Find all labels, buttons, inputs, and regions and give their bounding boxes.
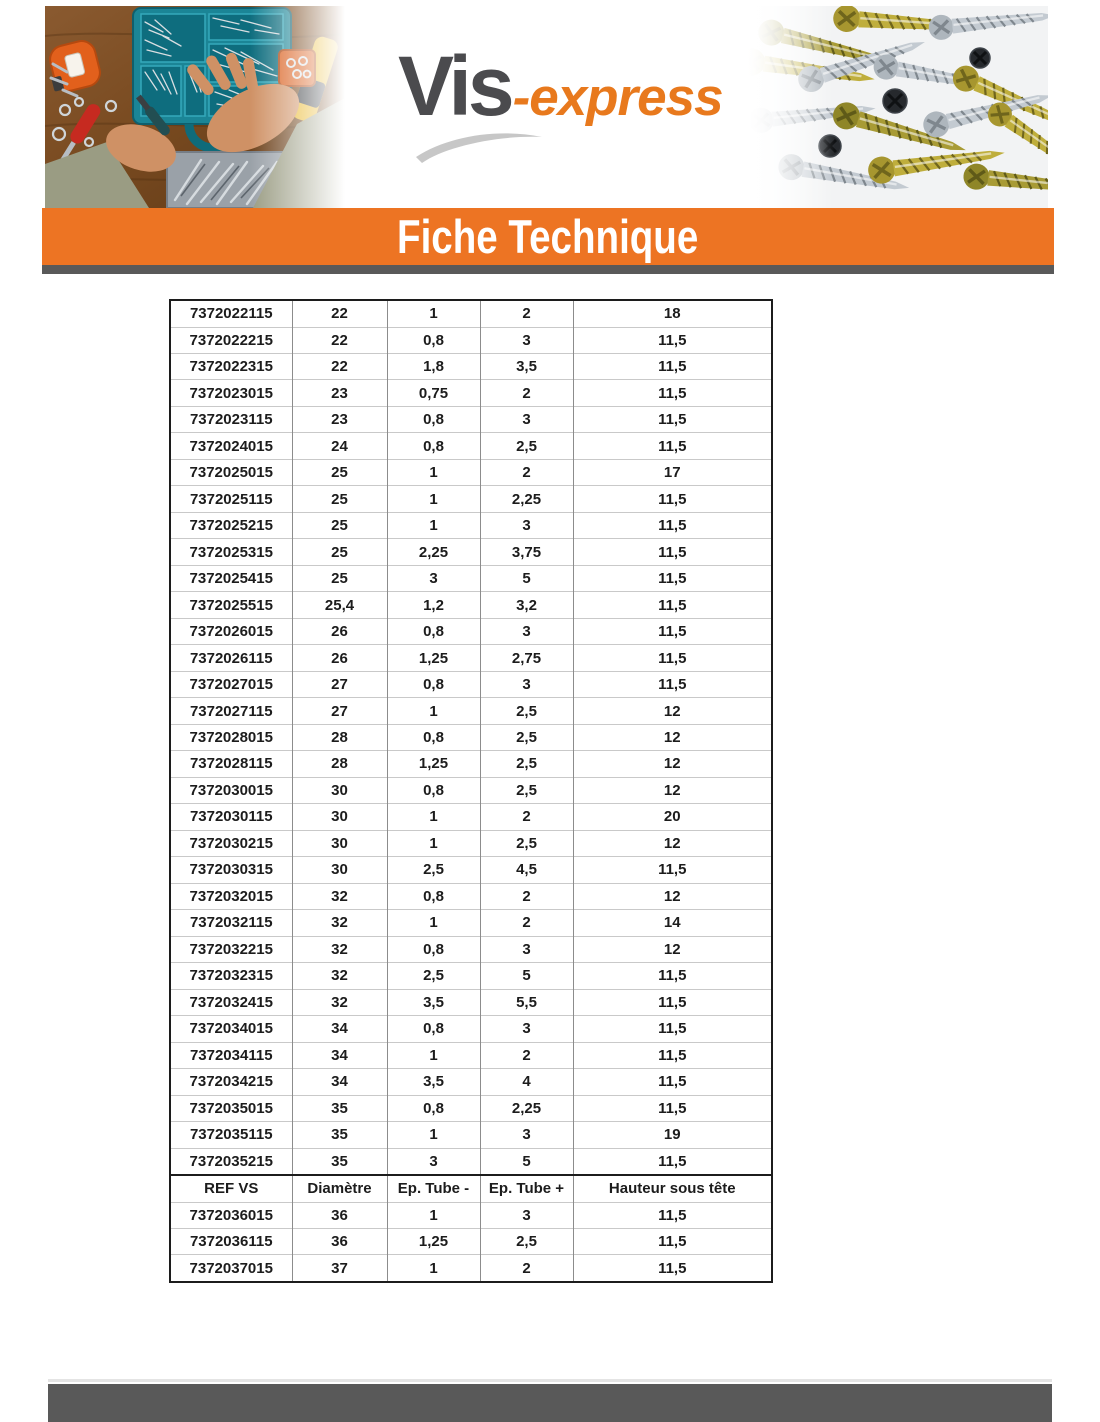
table-cell: 11,5: [573, 565, 772, 591]
table-cell: 1: [387, 910, 480, 936]
table-row: [170, 1016, 772, 1042]
table-cell: 2: [480, 1042, 573, 1068]
table-cell: 2,5: [387, 857, 480, 883]
column-header-cell: Diamètre: [292, 1175, 387, 1202]
table-cell: 30: [292, 804, 387, 830]
column-header-cell: REF VS: [170, 1175, 292, 1202]
table-cell: 1: [387, 1255, 480, 1282]
table-cell: 11,5: [573, 486, 772, 512]
table-row: [170, 1255, 772, 1282]
table-cell: 7372032215: [170, 936, 292, 962]
table-cell: 2: [480, 1255, 573, 1282]
table-cell: 34: [292, 1042, 387, 1068]
footer-bar: [48, 1384, 1052, 1422]
table-cell: 1: [387, 486, 480, 512]
table-cell: 7372028115: [170, 751, 292, 777]
table-cell: 0,8: [387, 327, 480, 353]
table-cell: 2: [480, 910, 573, 936]
table-cell: 2,5: [480, 724, 573, 750]
table-header-row: [170, 1175, 772, 1202]
table-row: [170, 1148, 772, 1175]
table-cell: 7372032115: [170, 910, 292, 936]
footer-divider: [48, 1379, 1052, 1382]
table-cell: 7372036115: [170, 1229, 292, 1255]
table-cell: 7372023115: [170, 406, 292, 432]
table-cell: 32: [292, 963, 387, 989]
table-cell: 37: [292, 1255, 387, 1282]
table-cell: 2: [480, 883, 573, 909]
table-cell: 35: [292, 1148, 387, 1175]
table-cell: 1: [387, 300, 480, 327]
logo-text-express: -express: [512, 68, 723, 127]
table-cell: 0,8: [387, 1016, 480, 1042]
table-cell: 0,8: [387, 433, 480, 459]
table-cell: 0,8: [387, 724, 480, 750]
table-cell: 3: [480, 327, 573, 353]
table-cell: 7372028015: [170, 724, 292, 750]
table-row: [170, 724, 772, 750]
table-cell: 11,5: [573, 1016, 772, 1042]
table-cell: 2,5: [480, 433, 573, 459]
table-cell: 17: [573, 459, 772, 485]
nut-cup: [279, 50, 315, 86]
table-cell: 2,25: [387, 539, 480, 565]
table-cell: 3,5: [480, 353, 573, 379]
table-cell: 2,5: [480, 1229, 573, 1255]
table-cell: 25,4: [292, 592, 387, 618]
screw-tray: [167, 152, 303, 208]
table-cell: 7372022315: [170, 353, 292, 379]
table-cell: 32: [292, 989, 387, 1015]
table-cell: 1,25: [387, 645, 480, 671]
table-row: [170, 565, 772, 591]
table-cell: 7372030315: [170, 857, 292, 883]
table-cell: 11,5: [573, 1148, 772, 1175]
table-cell: 7372036015: [170, 1202, 292, 1228]
banner-underline: [42, 265, 1054, 274]
table-cell: 32: [292, 883, 387, 909]
table-cell: 35: [292, 1095, 387, 1121]
table-cell: 5: [480, 963, 573, 989]
table-cell: 30: [292, 830, 387, 856]
spec-table-body: [170, 300, 772, 1282]
table-row: [170, 618, 772, 644]
table-cell: 1: [387, 1202, 480, 1228]
table-cell: 30: [292, 777, 387, 803]
table-cell: 0,8: [387, 1095, 480, 1121]
table-cell: 2,5: [480, 777, 573, 803]
table-cell: 25: [292, 565, 387, 591]
table-cell: 3,5: [387, 989, 480, 1015]
logo-swoosh: [412, 130, 547, 166]
table-cell: 3: [387, 1148, 480, 1175]
table-cell: 2,5: [480, 751, 573, 777]
table-cell: 11,5: [573, 1042, 772, 1068]
table-row: [170, 353, 772, 379]
table-cell: 0,8: [387, 618, 480, 644]
table-cell: 12: [573, 777, 772, 803]
table-row: [170, 433, 772, 459]
table-cell: 12: [573, 830, 772, 856]
table-cell: 28: [292, 751, 387, 777]
table-cell: 3: [480, 618, 573, 644]
table-cell: 34: [292, 1069, 387, 1095]
table-cell: 7372030115: [170, 804, 292, 830]
table-cell: 12: [573, 724, 772, 750]
table-cell: 7372023015: [170, 380, 292, 406]
table-row: [170, 380, 772, 406]
table-cell: 0,8: [387, 406, 480, 432]
table-cell: 0,8: [387, 777, 480, 803]
table-cell: 2,5: [387, 963, 480, 989]
table-cell: 2,75: [480, 645, 573, 671]
table-row: [170, 645, 772, 671]
table-cell: 7372027015: [170, 671, 292, 697]
workbench-photo: [45, 6, 345, 208]
table-cell: 12: [573, 883, 772, 909]
logo-text-vis: Vis: [398, 39, 511, 133]
table-cell: 7372026115: [170, 645, 292, 671]
table-cell: 11,5: [573, 539, 772, 565]
table-row: [170, 777, 772, 803]
table-cell: 1: [387, 1122, 480, 1148]
table-cell: 27: [292, 698, 387, 724]
table-cell: 1,8: [387, 353, 480, 379]
table-cell: 25: [292, 512, 387, 538]
table-cell: 5: [480, 565, 573, 591]
table-cell: 4: [480, 1069, 573, 1095]
table-row: [170, 857, 772, 883]
table-cell: 3: [480, 1202, 573, 1228]
table-cell: 1,25: [387, 1229, 480, 1255]
table-row: [170, 698, 772, 724]
table-row: [170, 910, 772, 936]
table-cell: 11,5: [573, 380, 772, 406]
table-row: [170, 1122, 772, 1148]
table-row: [170, 936, 772, 962]
table-cell: 11,5: [573, 1229, 772, 1255]
table-row: [170, 1202, 772, 1228]
table-row: [170, 459, 772, 485]
table-cell: 25: [292, 539, 387, 565]
table-row: [170, 751, 772, 777]
table-row: [170, 512, 772, 538]
table-cell: 2,25: [480, 486, 573, 512]
power-tool: [290, 35, 339, 124]
table-row: [170, 989, 772, 1015]
table-cell: 24: [292, 433, 387, 459]
table-cell: 11,5: [573, 645, 772, 671]
table-cell: 1: [387, 830, 480, 856]
table-cell: 7372025315: [170, 539, 292, 565]
table-cell: 0,8: [387, 883, 480, 909]
table-cell: 5: [480, 1148, 573, 1175]
table-cell: 22: [292, 300, 387, 327]
table-cell: 12: [573, 936, 772, 962]
table-cell: 11,5: [573, 989, 772, 1015]
table-cell: 25: [292, 486, 387, 512]
column-header-cell: Ep. Tube -: [387, 1175, 480, 1202]
table-row: [170, 804, 772, 830]
table-cell: 35: [292, 1122, 387, 1148]
table-cell: 3: [480, 671, 573, 697]
table-cell: 11,5: [573, 618, 772, 644]
table-cell: 7372032315: [170, 963, 292, 989]
table-cell: 19: [573, 1122, 772, 1148]
table-cell: 7372025215: [170, 512, 292, 538]
table-cell: 32: [292, 936, 387, 962]
table-cell: 30: [292, 857, 387, 883]
table-cell: 7372030015: [170, 777, 292, 803]
table-cell: 7372026015: [170, 618, 292, 644]
table-cell: 2: [480, 300, 573, 327]
column-header-cell: Hauteur sous tête: [573, 1175, 772, 1202]
table-row: [170, 1095, 772, 1121]
table-cell: 2,25: [480, 1095, 573, 1121]
table-cell: 11,5: [573, 1069, 772, 1095]
table-cell: 3,2: [480, 592, 573, 618]
table-cell: 7372025015: [170, 459, 292, 485]
table-cell: 11,5: [573, 406, 772, 432]
table-cell: 1,25: [387, 751, 480, 777]
table-cell: 7372034015: [170, 1016, 292, 1042]
table-row: [170, 300, 772, 327]
table-cell: 11,5: [573, 857, 772, 883]
table-cell: 7372032415: [170, 989, 292, 1015]
table-cell: 11,5: [573, 1255, 772, 1282]
table-cell: 3,5: [387, 1069, 480, 1095]
table-cell: 4,5: [480, 857, 573, 883]
table-cell: 12: [573, 751, 772, 777]
table-cell: 22: [292, 327, 387, 353]
table-row: [170, 327, 772, 353]
table-row: [170, 539, 772, 565]
table-cell: 2,5: [480, 698, 573, 724]
spec-table: [169, 299, 773, 1283]
table-cell: 7372027115: [170, 698, 292, 724]
table-row: [170, 486, 772, 512]
table-cell: 11,5: [573, 433, 772, 459]
table-row: [170, 963, 772, 989]
table-cell: 1: [387, 459, 480, 485]
table-cell: 26: [292, 618, 387, 644]
table-cell: 0,8: [387, 936, 480, 962]
table-row: [170, 1069, 772, 1095]
table-cell: 20: [573, 804, 772, 830]
table-cell: 1: [387, 512, 480, 538]
table-cell: 18: [573, 300, 772, 327]
table-row: [170, 406, 772, 432]
table-cell: 7372025115: [170, 486, 292, 512]
title-banner: [42, 208, 1054, 265]
table-row: [170, 592, 772, 618]
table-cell: 11,5: [573, 327, 772, 353]
workbench-photo-illustration: [45, 6, 345, 208]
table-cell: 3: [387, 565, 480, 591]
table-cell: 2: [480, 380, 573, 406]
table-cell: 27: [292, 671, 387, 697]
table-cell: 7372035215: [170, 1148, 292, 1175]
screws-photo: [745, 6, 1048, 208]
table-cell: 1: [387, 698, 480, 724]
table-cell: 7372030215: [170, 830, 292, 856]
table-cell: 3,75: [480, 539, 573, 565]
table-cell: 36: [292, 1202, 387, 1228]
table-cell: 7372032015: [170, 883, 292, 909]
table-cell: 2,5: [480, 830, 573, 856]
table-cell: 26: [292, 645, 387, 671]
table-cell: 14: [573, 910, 772, 936]
table-cell: 0,75: [387, 380, 480, 406]
table-cell: 7372025415: [170, 565, 292, 591]
table-cell: 11,5: [573, 963, 772, 989]
table-cell: 7372035115: [170, 1122, 292, 1148]
table-row: [170, 830, 772, 856]
table-cell: 12: [573, 698, 772, 724]
table-cell: 1: [387, 804, 480, 830]
table-cell: 2: [480, 804, 573, 830]
table-row: [170, 1229, 772, 1255]
table-row: [170, 1042, 772, 1068]
table-cell: 7372034115: [170, 1042, 292, 1068]
table-cell: 7372022115: [189, 305, 273, 323]
table-cell: 32: [292, 910, 387, 936]
table-cell: 3: [480, 512, 573, 538]
table-cell: 11,5: [573, 592, 772, 618]
table-cell: 1,2: [387, 592, 480, 618]
table-cell: 7372024015: [170, 433, 292, 459]
table-cell: 7372035015: [170, 1095, 292, 1121]
table-cell: 7372037015: [170, 1255, 292, 1282]
table-cell: 3: [480, 936, 573, 962]
table-cell: 1: [387, 1042, 480, 1068]
screws-photo-illustration: [745, 6, 1048, 208]
table-cell: 36: [292, 1229, 387, 1255]
table-cell: 23: [292, 406, 387, 432]
table-row: [170, 883, 772, 909]
table-cell: 28: [292, 724, 387, 750]
table-cell: 7372034215: [170, 1069, 292, 1095]
table-cell: 0,8: [387, 671, 480, 697]
table-cell: 3: [480, 406, 573, 432]
table-cell: 25: [292, 459, 387, 485]
table-cell: 3: [480, 1122, 573, 1148]
table-cell: 7372022215: [170, 327, 292, 353]
table-cell: 7372025515: [170, 592, 292, 618]
column-header-cell: Ep. Tube +: [480, 1175, 573, 1202]
table-cell: 11,5: [573, 671, 772, 697]
page-title: Fiche Technique: [397, 210, 699, 263]
table-cell: 3: [480, 1016, 573, 1042]
table-cell: 11,5: [573, 1095, 772, 1121]
table-row: [170, 671, 772, 697]
table-cell: 2: [480, 459, 573, 485]
table-cell: 22: [292, 353, 387, 379]
table-cell: 5,5: [480, 989, 573, 1015]
table-cell: 11,5: [573, 353, 772, 379]
table-cell: 23: [292, 380, 387, 406]
table-cell: 11,5: [573, 1202, 772, 1228]
vis-express-logo: [398, 39, 723, 174]
table-cell: 11,5: [573, 512, 772, 538]
table-cell: 34: [292, 1016, 387, 1042]
